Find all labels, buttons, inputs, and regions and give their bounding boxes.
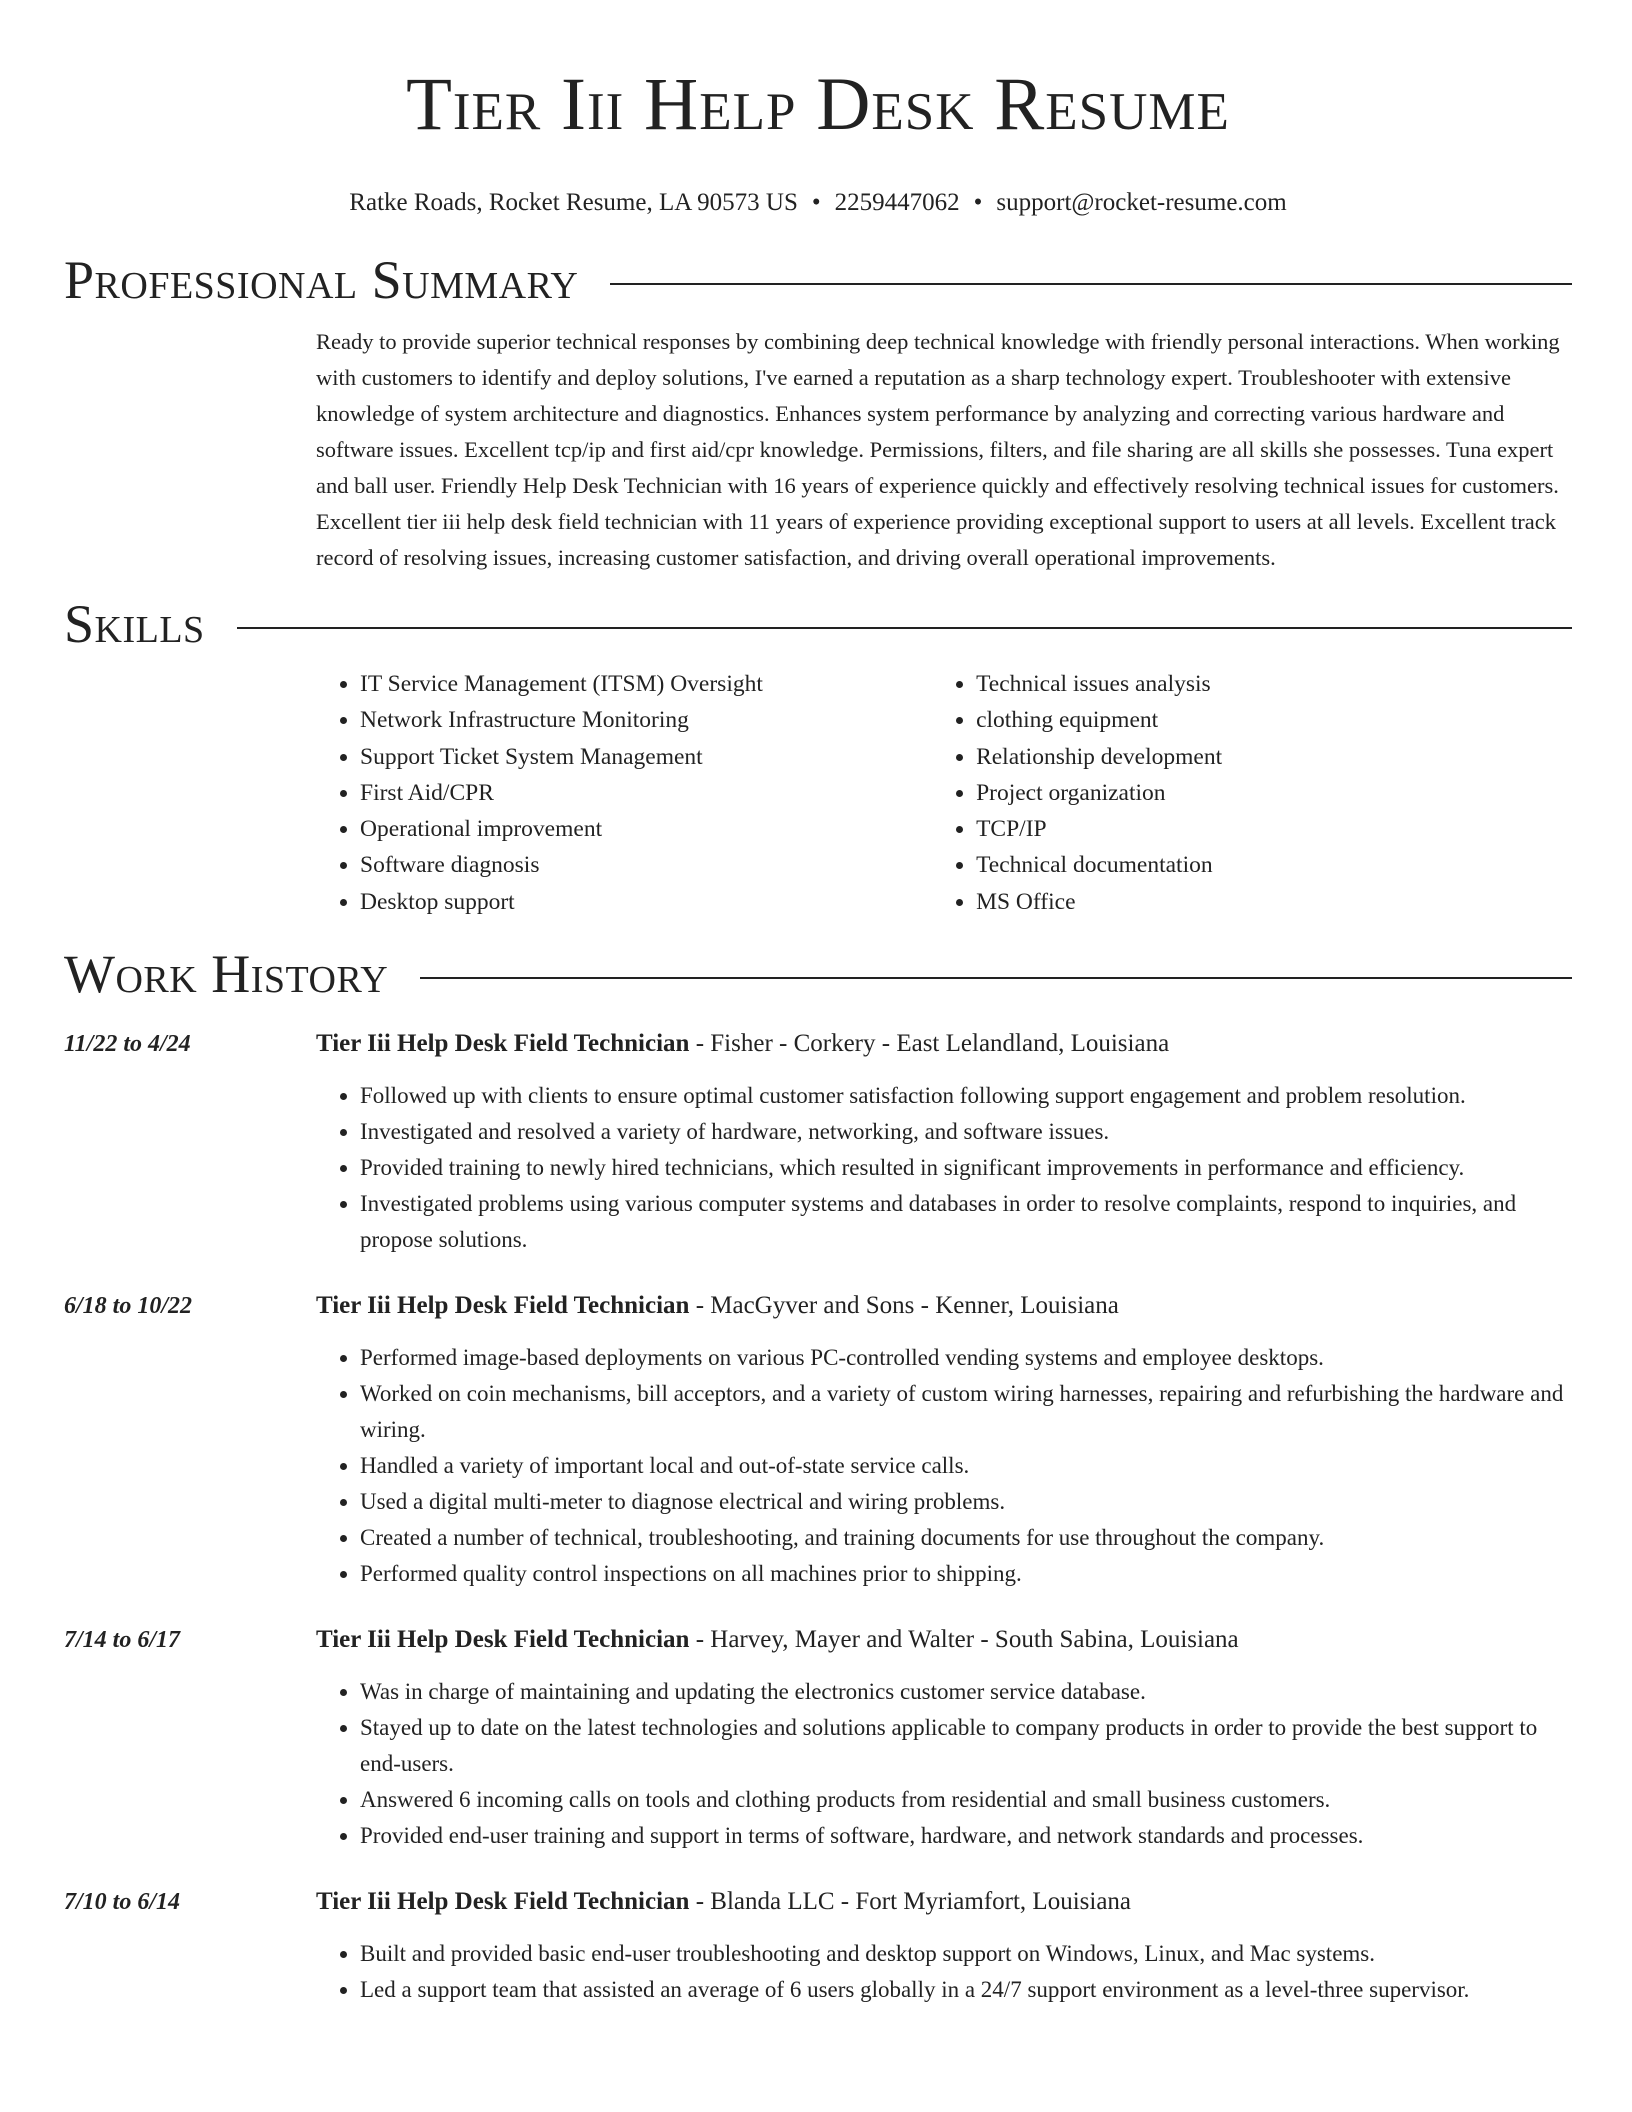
skill-item: • Technical documentation bbox=[976, 847, 1572, 883]
job-bullet: • Used a digital multi-meter to diagnose electrical and wiring problems. bbox=[360, 1484, 1572, 1520]
job-bullet: • Handled a variety of important local and out-of-state service calls. bbox=[360, 1448, 1572, 1484]
work-heading: Work History bbox=[64, 944, 389, 1005]
job-employer: - MacGyver and Sons - Kenner, Louisiana bbox=[689, 1292, 1119, 1320]
skill-item: • Project organization bbox=[976, 775, 1572, 811]
job-bullet: • Created a number of technical, troubleshooting, and training documents for use throughout the company. bbox=[360, 1520, 1572, 1556]
job-bullet: • Performed image-based deployments on various PC-controlled vending systems and employee desktops. bbox=[360, 1340, 1572, 1376]
section-rule bbox=[237, 627, 1572, 629]
skill-item: • Operational improvement bbox=[360, 811, 932, 847]
section-rule bbox=[610, 283, 1572, 285]
job-entry bbox=[64, 1026, 1572, 1258]
job-details bbox=[316, 1288, 1572, 1592]
resume-title: Tier Iii Help Desk Resume bbox=[406, 63, 1230, 146]
contact-line bbox=[64, 188, 1572, 218]
job-bullet: • Led a support team that assisted an average of 6 users globally in a 24/7 support environment as a level-three supervisor. bbox=[360, 1972, 1572, 2008]
job-bullet: • Provided training to newly hired technicians, which resulted in significant improvements in performance and efficiency. bbox=[360, 1150, 1572, 1186]
skill-item: • First Aid/CPR bbox=[360, 775, 932, 811]
job-dates: 7/10 to 6/14 bbox=[64, 1889, 181, 1916]
contact-separator: • bbox=[811, 189, 821, 216]
skills-list bbox=[316, 666, 1572, 920]
job-dates: 6/18 to 10/22 bbox=[64, 1293, 193, 1320]
job-header bbox=[316, 1622, 1572, 1658]
contact-email: support@rocket-resume.com bbox=[996, 189, 1287, 216]
skill-item: • clothing equipment bbox=[976, 702, 1572, 738]
job-details bbox=[316, 1026, 1572, 1258]
job-title: Tier Iii Help Desk Field Technician bbox=[316, 1626, 690, 1654]
job-bullets bbox=[316, 1340, 1572, 1592]
job-employer: - Harvey, Mayer and Walter - South Sabina, Louisiana bbox=[689, 1626, 1239, 1654]
job-bullet: • Provided end-user training and support in terms of software, hardware, and network standards and processes. bbox=[360, 1818, 1572, 1854]
summary-section-header bbox=[64, 248, 1572, 312]
skill-item: • Support Ticket System Management bbox=[360, 739, 932, 775]
job-header bbox=[316, 1288, 1572, 1324]
job-bullet: • Built and provided basic end-user troubleshooting and desktop support on Windows, Linux, and Mac systems. bbox=[360, 1936, 1572, 1972]
skill-item: • Desktop support bbox=[360, 884, 932, 920]
job-bullet: • Performed quality control inspections on all machines prior to shipping. bbox=[360, 1556, 1572, 1592]
job-title: Tier Iii Help Desk Field Technician bbox=[316, 1292, 690, 1320]
job-bullet: • Followed up with clients to ensure optimal customer satisfaction following support engagement and problem resolution. bbox=[360, 1078, 1572, 1114]
job-bullet: • Answered 6 incoming calls on tools and clothing products from residential and small business customers. bbox=[360, 1782, 1572, 1818]
job-entry bbox=[64, 1622, 1572, 1854]
job-bullets bbox=[316, 1674, 1572, 1854]
job-bullet: • Stayed up to date on the latest technologies and solutions applicable to company products in order to provide the best support to end-users. bbox=[360, 1710, 1572, 1782]
summary-heading: Professional Summary bbox=[64, 250, 579, 310]
job-employer: - Fisher - Corkery - East Lelandland, Louisiana bbox=[689, 1030, 1170, 1058]
skill-item: • Relationship development bbox=[976, 739, 1572, 775]
skill-item: • Network Infrastructure Monitoring bbox=[360, 702, 932, 738]
job-bullets bbox=[316, 1078, 1572, 1258]
job-entry bbox=[64, 1288, 1572, 1592]
skill-item: • Software diagnosis bbox=[360, 847, 932, 883]
skill-item: • MS Office bbox=[976, 884, 1572, 920]
job-title: Tier Iii Help Desk Field Technician bbox=[316, 1030, 690, 1058]
job-dates: 11/22 to 4/24 bbox=[64, 1031, 191, 1058]
skill-item: • IT Service Management (ITSM) Oversight bbox=[360, 666, 932, 702]
job-bullet: • Worked on coin mechanisms, bill acceptors, and a variety of custom wiring harnesses, repairing and refurbishing the hardware and wiring. bbox=[360, 1376, 1572, 1448]
skills-column-right bbox=[932, 666, 1572, 920]
skills-column-left bbox=[316, 666, 932, 920]
skill-item: • TCP/IP bbox=[976, 811, 1572, 847]
job-bullet: • Investigated problems using various computer systems and databases in order to resolve complaints, respond to inquiries, and propose solutions. bbox=[360, 1186, 1572, 1258]
section-rule bbox=[420, 977, 1572, 979]
skill-item: • Technical issues analysis bbox=[976, 666, 1572, 702]
job-bullet: • Investigated and resolved a variety of hardware, networking, and software issues. bbox=[360, 1114, 1572, 1150]
job-dates: 7/14 to 6/17 bbox=[64, 1627, 181, 1654]
job-details bbox=[316, 1884, 1572, 2008]
contact-separator: • bbox=[973, 189, 983, 216]
work-section-header bbox=[64, 942, 1572, 1006]
contact-phone: 2259447062 bbox=[834, 189, 960, 216]
job-employer: - Blanda LLC - Fort Myriamfort, Louisiana bbox=[689, 1888, 1132, 1916]
job-details bbox=[316, 1622, 1572, 1854]
skills-heading: Skills bbox=[64, 594, 205, 654]
summary-text: Ready to provide superior technical responses by combining deep technical knowledge with friendly personal interactions. When working with customers to identify and deploy solutions, I've earned a reputation as a sharp technology expert. Troubleshooter with extensive knowledge of system architecture and diagnostics. Enhances system performance by analyzing and correcting various hardware and software issues. Excellent tcp/ip and first aid/cpr knowledge. Permissions, filters, and file sharing are all skills she possesses. Tuna expert and ball user. Friendly Help Desk Technician with 16 years of experience quickly and effectively resolving technical issues for customers. Excellent tier iii help desk field technician with 11 years of experience providing exceptional support to users at all levels. Excellent track record of resolving issues, increasing customer satisfaction, and driving overall operational improvements. bbox=[316, 329, 1560, 570]
skills-section-header bbox=[64, 592, 1572, 656]
job-title: Tier Iii Help Desk Field Technician bbox=[316, 1888, 690, 1916]
job-entry bbox=[64, 1884, 1572, 2008]
job-bullets bbox=[316, 1936, 1572, 2008]
job-bullet: • Was in charge of maintaining and updating the electronics customer service database. bbox=[360, 1674, 1572, 1710]
job-header bbox=[316, 1884, 1572, 1920]
resume-page bbox=[64, 0, 1572, 2008]
job-header bbox=[316, 1026, 1572, 1062]
contact-address: Ratke Roads, Rocket Resume, LA 90573 US bbox=[349, 189, 798, 216]
